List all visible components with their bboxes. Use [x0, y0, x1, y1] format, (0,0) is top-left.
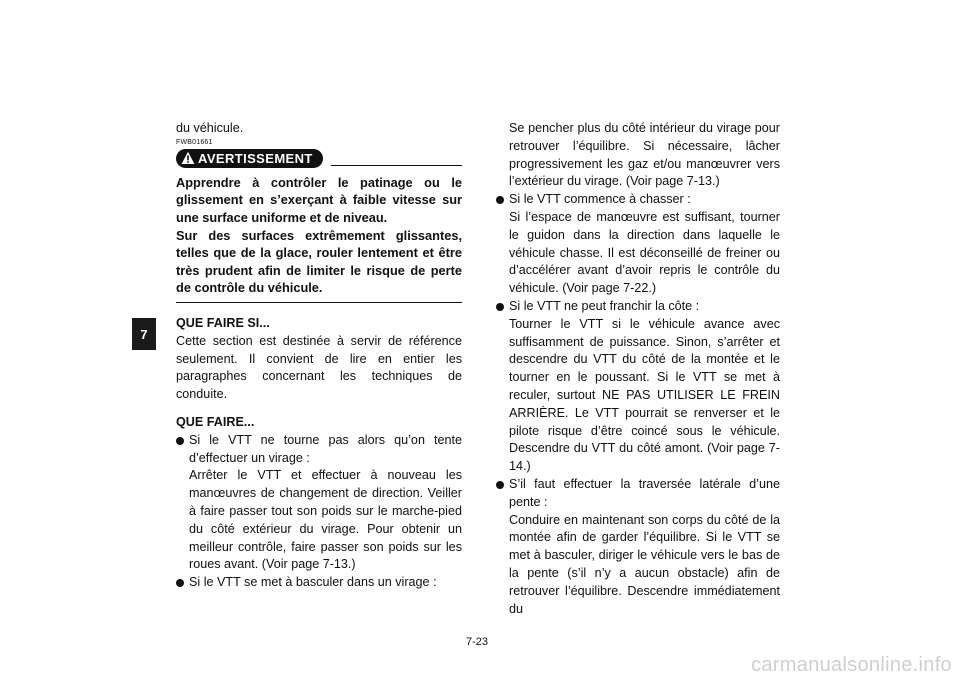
warning-header	[176, 148, 462, 168]
chapter-tab: 7	[132, 318, 156, 350]
bullet-body: Arrêter le VTT et effectuer à nouveau les manœuvres de changement de direction. Veiller à faire passer tout son poids sur le marche-pied du côté extérieur du virage. Pour obtenir un meilleur contrôle, faire passer son poids sur les roues avant. (Voir page 7-13.)	[189, 468, 462, 572]
bullet-item: S’il faut effectuer la traversée latérale d’une pente :	[496, 476, 780, 512]
bullet-item: Si le VTT ne tourne pas alors qu’on tente d’effectuer un virage :	[176, 432, 462, 468]
warning-code: FWB01661	[176, 138, 213, 146]
watermark: carmanualsonline.info	[751, 654, 952, 676]
page-number: 7-23	[466, 636, 489, 648]
section-intro-text: Cette section est destinée à servir de référence seulement. Il convient de lire en entier les paragraphes concernant les techniques de conduite.	[176, 333, 462, 402]
section-heading-que-faire: QUE FAIRE...	[176, 414, 255, 429]
bullet-body: Conduire en maintenant son corps du côté de la montée afin de garder l’équilibre. Si le VTT se met à basculer, diriger le véhicule vers le bas de la pente (s’il n’y a aucun obstacle) afin de retrouver l’équilibre. Descendre immédiatement du	[509, 512, 780, 616]
bullet-item: Si le VTT commence à chasser :	[496, 191, 780, 209]
bullet-body: Tourner le VTT si le véhicule avance avec suffisamment de puissance. Sinon, s’arrêter et descendre du VTT du côté de la montée et le tourner en le poussant. Si le VTT se met à reculer, surtout NE PAS UTILISER LE FREIN ARRIÈRE. Le VTT pourrait se renverser et le pilote risque d’être coincé sous le véhicule. Descendre du VTT du côté amont. (Voir page 7-14.)	[509, 316, 780, 474]
warning-badge	[176, 149, 323, 168]
bullet-body-continued: Se pencher plus du côté intérieur du virage pour retrouver l’équilibre. Si nécessaire, lâcher progressivement les gaz et/ou manœuvrer vers l’extérieur du virage. (Voir page 7-13.)	[509, 121, 780, 189]
section-heading-que-faire-si: QUE FAIRE SI...	[176, 315, 270, 330]
intro-text: du véhicule.	[176, 121, 244, 135]
left-column	[176, 120, 462, 592]
bullet-body: Si l’espace de manœuvre est suffisant, tourner le guidon dans la direction dans laquelle le véhicule chasse. Il est déconseillé de freiner ou d’accélérer avant d’avoir repris le contrôle du véhicule. (Voir page 7-22.)	[509, 209, 780, 296]
bullet-item: Si le VTT ne peut franchir la côte :	[496, 298, 780, 316]
warning-end-rule	[176, 302, 462, 303]
warning-text-2: Sur des surfaces extrêmement glissantes, telles que de la glace, rouler lentement et être très prudent afin de limiter le risque de perte de contrôle du véhicule.	[176, 227, 462, 296]
warning-label: AVERTISSEMENT	[198, 150, 313, 166]
warning-text-1: Apprendre à contrôler le patinage ou le glissement en s’exerçant à faible vitesse sur une surface uniforme et de niveau.	[176, 174, 462, 225]
warning-rule	[331, 165, 462, 166]
warning-triangle-icon	[181, 151, 195, 165]
bullet-item: Si le VTT se met à basculer dans un virage :	[176, 574, 462, 592]
right-column	[496, 120, 780, 618]
